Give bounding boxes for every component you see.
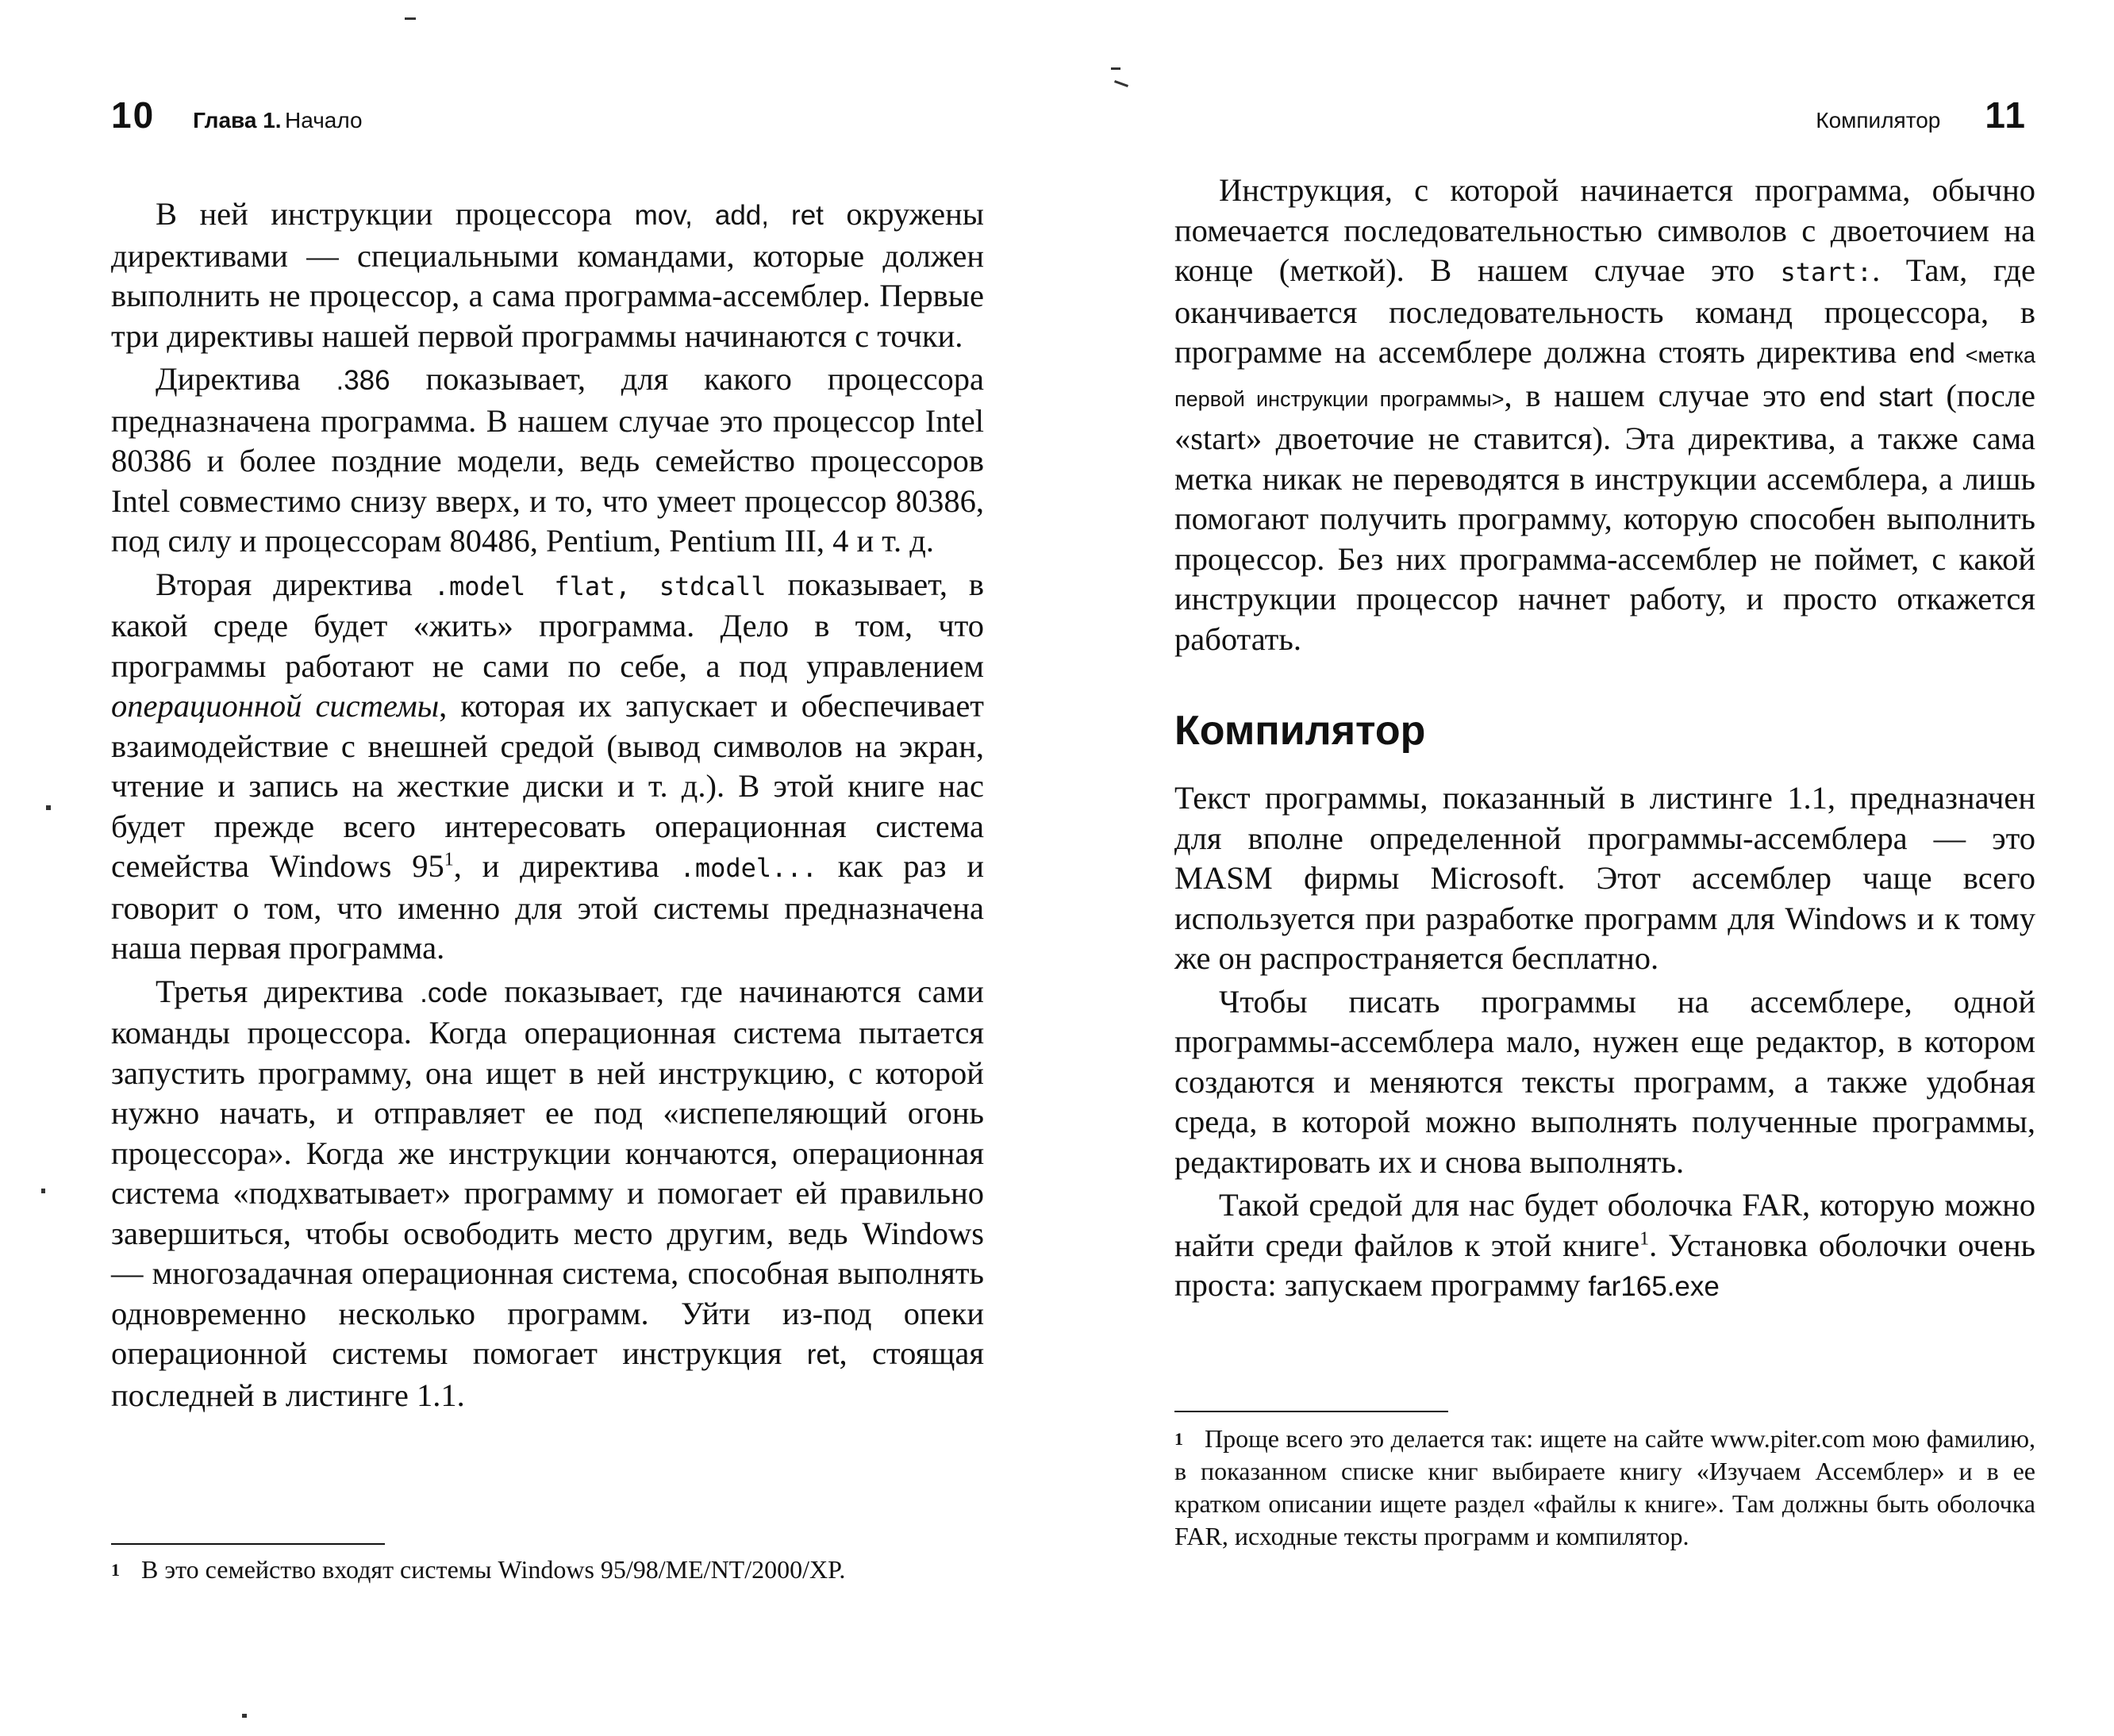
running-title: Компилятор [1816,108,1941,133]
scan-speck [405,17,416,20]
paragraph: Такой средой для нас будет оболочка FAR, которую можно найти среди файлов к этой книге$^1$. Установка оболочки очень проста: запускаем программу far165.exe [1174,1187,2035,1303]
footnote-text: В это семейство входят системы Windows 95/98/ME/NT/2000/XP. [141,1555,846,1584]
inline-placeholder: <метка первой инструкции программы> [1174,344,2035,411]
paragraph: Вторая директива .model flat, stdcall показывает, в какой среде будет «жить» программа. Дело в том, что программы работают не сами по себе, а под управлением операционной системы, которая их запускает и обеспечивает взаимодействие с внешней средой (вывод символов на экран, чтение и запись на жесткие диски и т. д.). В этой книге нас будет прежде всего интересовать операционная система семейства Windows $95^1$, и директива .model... как раз и говорит о том, что именно для этой системы предназначена наша первая программа. [111,566,984,966]
scan-speck [46,805,51,810]
inline-code: end [1908,338,1955,369]
footnote-divider [1174,1411,1448,1412]
emphasis: операционной системы [111,688,440,724]
footnote-ref: 1 [1639,1228,1650,1249]
scan-speck [41,1189,45,1193]
inline-code: .model... [679,853,817,883]
inline-code: start: [1780,257,1873,287]
inline-code: .model flat, stdcall [433,570,767,601]
right-column-text [1174,171,2035,1311]
paragraph: Текст программы, показанный в листинге 1.1, предназначен для вполне определенной программы-ассемблера — это MASM фирмы Microsoft. Этот ассемблер чаще всего используется при разработке программ для Windows и к тому же он распространяется бесплатно. [1174,780,2035,976]
right-page [1057,0,2114,1736]
footnote-left [111,1554,984,1586]
scan-speck [1111,67,1120,70]
paragraph: Директива .386 показывает, для какого процессора предназначена программа. В нашем случае это процессор Intel 80386 и более поздние модели, ведь семейство процессоров Intel совместимо снизу вверх, и то, что умеет процессор 80386, под силу и процессорам 80486, Pentium, Pentium III, 4 и т. д. [111,361,984,559]
footnote-mark: 1 [111,1560,120,1580]
scan-speck [1114,80,1128,87]
scan-speck [242,1714,247,1718]
left-running-head [111,94,363,136]
inline-code: .386 [336,365,390,396]
inline-code: ret [806,1339,840,1370]
footnote-right [1174,1423,2035,1553]
chapter-title: Начало [285,108,363,133]
page-number-left: 10 [111,94,156,136]
right-running-head [1816,94,2027,136]
footnote-divider [111,1543,385,1545]
inline-code: end start [1819,381,1933,413]
paragraph: Инструкция, с которой начинается программа, обычно помечается последовательностью символов с двоеточием на конце (меткой). В нашем случае это start:. Там, где оканчивается последовательность команд процессора, в программе на ассемблере должна стоять директива end <метка первой инструкции программы>, в нашем случае это end start (после «start» двоеточие не ставится). Эта директива, а также сама метка никак не переводятся в инструкции ассемблера, а лишь помогают получить программу, которую способен выполнить процессор. Без них программа-ассемблер не поймет, с какой инструкции процессор начнет работу, и просто откажется работать. [1174,172,2036,657]
inline-code: mov, add, ret [634,200,824,231]
inline-code: far165.exe [1588,1271,1720,1302]
left-column-text [111,194,984,1419]
paragraph: Третья директива .code показывает, где начинаются сами команды процессора. Когда операционная система пытается запустить программу, она ищет в ней инструкцию, с которой нужно начать, и отправляет ее под «испепеляющий огонь процессора». Когда же инструкции кончаются, операционная система «подхватывает» программу и помогает ей правильно завершиться, чтобы освободить место другим, ведь Windows — многозадачная операционная система, способная выполнять одновременно несколько программ. Уйти из-под опеки операционной системы помогает инструкция ret, стоящая последней в листинге 1.1. [111,973,984,1413]
paragraph: В ней инструкции процессора mov, add, ret окружены директивами — специальными командами, которые должен выполнить не процессор, а сама программа-ассемблер. Первые три директивы нашей первой программы начинаются с точки. [111,196,985,354]
inline-code: .code [420,977,488,1008]
footnote-ref: 1 [444,849,454,870]
section-heading: Компилятор [1174,708,1426,754]
page-number-right: 11 [1985,94,2027,136]
footnote-text: Проще всего это делается так: ищете на сайте www.piter.com мою фамилию, в показанном списке книг выбираете книгу «Изучаем Ассемблер» и в ее кратком описании ищете раздел «файлы к книге». Там должны быть оболочка FAR, исходные тексты программ и компилятор. [1174,1424,2035,1550]
chapter-label: Глава 1. [193,108,282,133]
paragraph: Чтобы писать программы на ассемблере, одной программы-ассемблера мало, нужен еще редактор, в котором создаются и меняются тексты программ, а также удобная среда, в которой можно выполнять полученные программы, редактировать их и снова выполнять. [1174,983,2035,1180]
footnote-mark: 1 [1174,1429,1183,1449]
